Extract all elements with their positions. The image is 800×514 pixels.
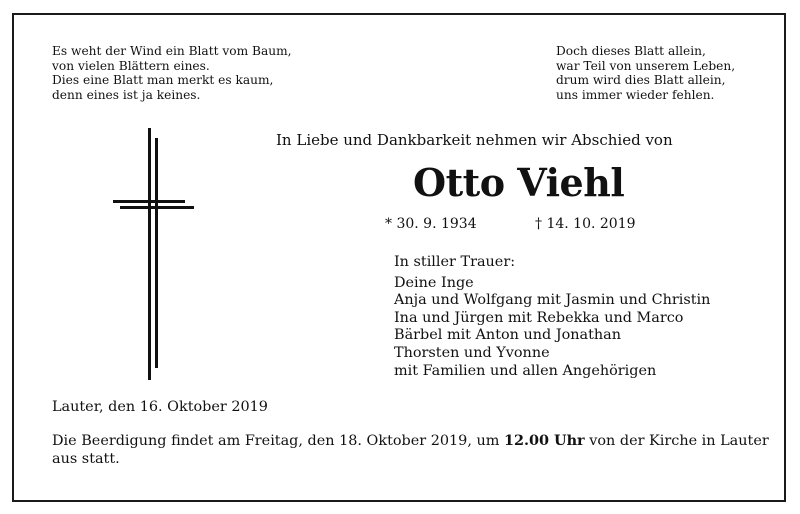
funeral-text-before: Die Beerdigung findet am Freitag, den 18. Oktober 2019, um	[52, 433, 504, 449]
mourners-heading: In stiller Trauer:	[394, 254, 516, 270]
poem-left	[52, 44, 292, 102]
mourner-line: Deine Inge	[394, 274, 474, 291]
funeral-info	[52, 432, 772, 468]
poem-right-line: drum wird dies Blatt allein,	[556, 73, 726, 88]
cross-icon	[110, 128, 200, 380]
death-date: † 14. 10. 2019	[535, 216, 636, 232]
mourner-line: mit Familien und allen Angehörigen	[394, 362, 657, 379]
deceased-name: Otto Viehl	[413, 160, 625, 205]
intro-text: In Liebe und Dankbarkeit nehmen wir Abschied von	[276, 131, 673, 149]
mourner-line: Bärbel mit Anton und Jonathan	[394, 327, 621, 344]
poem-right	[556, 44, 735, 102]
poem-right-line: war Teil von unserem Leben,	[556, 58, 736, 73]
poem-left-line: von vielen Blättern eines.	[52, 58, 210, 73]
mourner-line: Anja und Wolfgang mit Jasmin und Christin	[394, 292, 711, 309]
mourners-list	[394, 254, 710, 380]
poem-left-line: denn eines ist ja keines.	[52, 87, 201, 102]
birth-date: * 30. 9. 1934	[385, 216, 477, 232]
mourner-line: Ina und Jürgen mit Rebekka und Marco	[394, 309, 684, 326]
mourner-line: Thorsten und Yvonne	[394, 344, 550, 361]
place-date: Lauter, den 16. Oktober 2019	[52, 399, 268, 415]
poem-left-line: Dies eine Blatt man merkt es kaum,	[52, 73, 274, 88]
funeral-time: 12.00 Uhr	[503, 432, 585, 449]
poem-right-line: uns immer wieder fehlen.	[556, 87, 715, 102]
poem-left-line: Es weht der Wind ein Blatt vom Baum,	[52, 44, 292, 58]
funeral-text-after: von der Kirche in Lauter aus statt.	[52, 433, 769, 467]
poem-right-line: Doch dieses Blatt allein,	[556, 44, 706, 58]
